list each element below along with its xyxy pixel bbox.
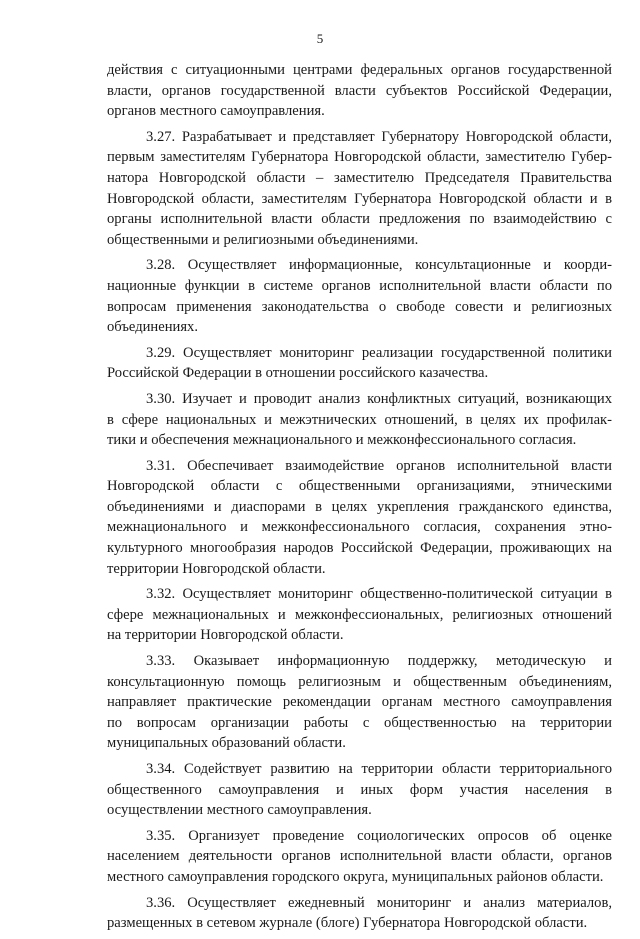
- text-line: 3.32. Осуществляет мониторинг общественно-политической ситуации в: [146, 586, 612, 603]
- text-line: 3.31. Обеспечивает взаимодействие органов исполнительной власти: [146, 457, 612, 474]
- page-number: 5: [316, 31, 324, 46]
- text-line: власти, органов государственной власти субъектов Российской Федерации,: [107, 82, 612, 99]
- text-line: первым заместителям Губернатора Новгородской области, заместителю Губер-: [107, 149, 612, 166]
- text-line: 3.33. Оказывает информационную поддержку, методическую и: [146, 653, 612, 670]
- text-line: территории Новгородской области.: [107, 560, 326, 577]
- text-line: на территории Новгородской области.: [107, 627, 344, 644]
- text-line: 3.36. Осуществляет ежедневный мониторинг и анализ материалов,: [146, 894, 612, 911]
- text-line: органы исполнительной власти области предложения по взаимодействию с: [107, 211, 612, 228]
- text-line: 3.27. Разрабатывает и представляет Губернатору Новгородской области,: [146, 128, 612, 145]
- text-line: размещенных в сетевом журнале (блоге) Губернатора Новгородской области.: [107, 915, 588, 932]
- text-line: 3.35. Организует проведение социологических опросов об оценке: [146, 827, 612, 844]
- document-body: [107, 60, 612, 939]
- text-line: местного самоуправления городского округа, муниципальных районов области.: [107, 868, 604, 885]
- text-line: Российской Федерации в отношении российского казачества.: [107, 365, 489, 382]
- text-line: 3.34. Содействует развитию на территории области территориального: [146, 761, 612, 777]
- text-line: по вопросам организации работы с общественностью на территории: [107, 714, 612, 731]
- paragraph: [107, 759, 612, 821]
- text-line: осуществлении местного самоуправления.: [107, 802, 372, 819]
- text-line: сфере межнациональных и межконфессиональных, религиозных отношений: [107, 606, 612, 623]
- text-line: действия с ситуационными центрами федеральных органов государственной: [107, 62, 612, 78]
- text-line: консультационную помощь религиозным и общественным объединениям,: [107, 673, 612, 690]
- text-line: натора Новгородской области – заместителю Председателя Правительства: [107, 169, 612, 186]
- text-line: общественными и религиозными объединениями.: [107, 231, 419, 248]
- text-line: населением деятельности органов исполнительной власти области, органов: [107, 848, 612, 865]
- text-line: муниципальных образований области.: [107, 735, 346, 752]
- text-line: межнационального и межконфессионального согласия, сохранения этно-: [107, 519, 612, 536]
- text-line: Новгородской области с общественными организациями, этническими: [107, 478, 612, 495]
- text-line: национные функции в системе органов исполнительной власти области по: [107, 277, 612, 294]
- text-line: тики и обеспечения межнационального и межконфессионального согласия.: [107, 432, 577, 449]
- text-line: объединениях.: [107, 319, 198, 336]
- paragraph: [107, 255, 612, 337]
- text-line: в сфере национальных и межэтнических отношений, в целях их профилак-: [107, 411, 612, 428]
- text-line: вопросам применения законодательства о свободе совести и религиозных: [107, 298, 612, 315]
- paragraph: [107, 826, 612, 888]
- paragraph: [107, 651, 612, 754]
- text-line: органов местного самоуправления.: [107, 103, 325, 120]
- paragraph: [107, 389, 612, 451]
- text-line: 3.29. Осуществляет мониторинг реализации государственной политики: [146, 344, 612, 361]
- paragraph: [107, 456, 612, 580]
- text-line: Новгородской области, заместителям Губернатора Новгородской области и в: [107, 190, 612, 207]
- paragraph: [107, 127, 612, 251]
- text-line: направляет практические рекомендации органам местного самоуправления: [107, 694, 612, 711]
- paragraph: [107, 893, 612, 934]
- text-line: 3.30. Изучает и проводит анализ конфликтных ситуаций, возникающих: [146, 390, 612, 407]
- paragraph: [107, 343, 612, 384]
- paragraph: [107, 584, 612, 646]
- paragraph: [107, 60, 612, 122]
- text-line: 3.28. Осуществляет информационные, консультационные и коорди-: [146, 257, 612, 274]
- text-line: культурного многообразия народов Российской Федерации, проживающих на: [107, 540, 612, 557]
- text-line: общественного самоуправления и иных форм участия населения в: [107, 781, 612, 798]
- text-line: объединениями и диаспорами в целях укрепления гражданского единства,: [107, 498, 612, 515]
